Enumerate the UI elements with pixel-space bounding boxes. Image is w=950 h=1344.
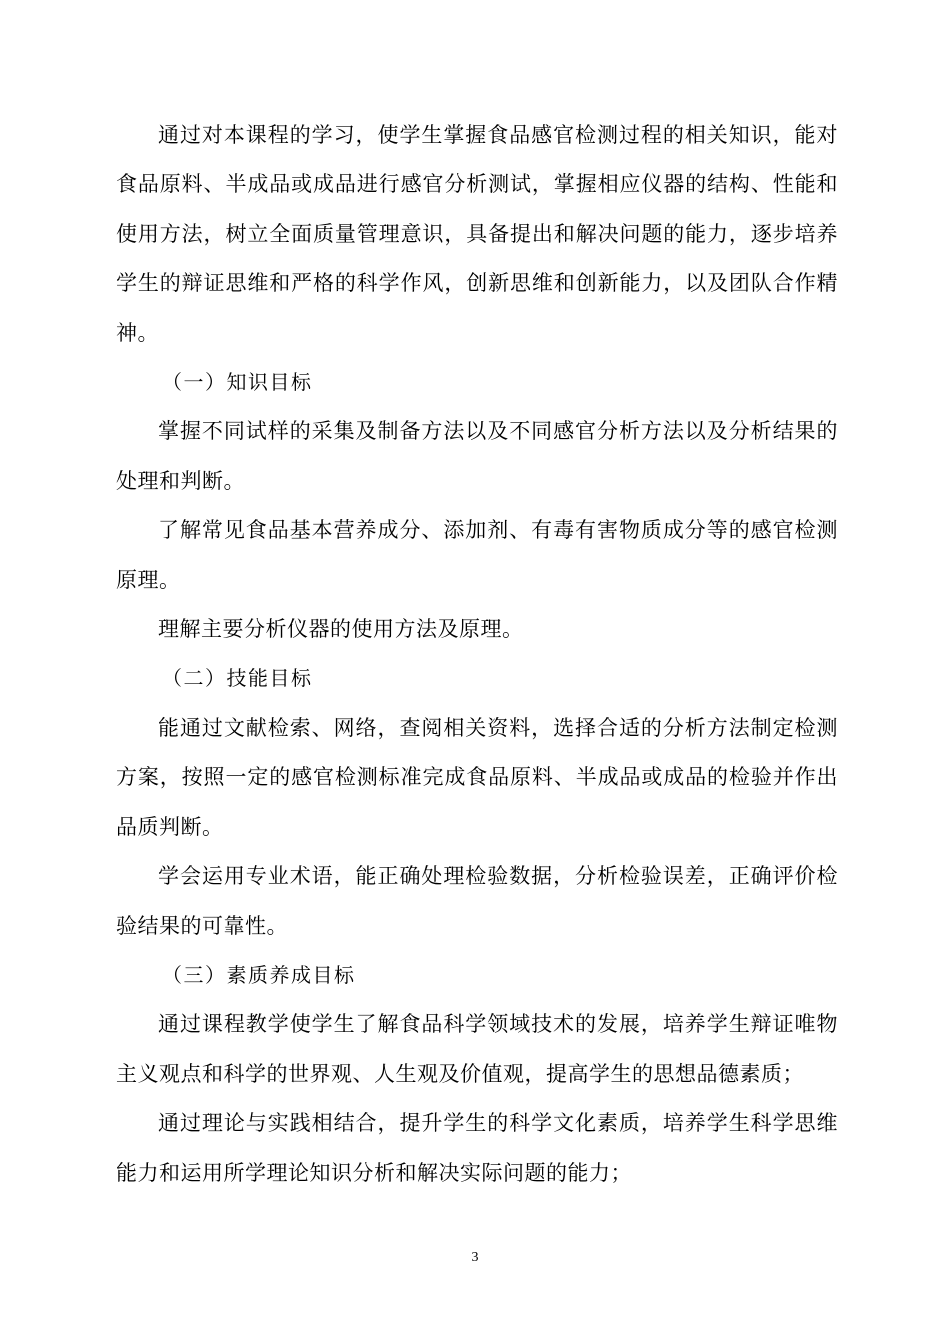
knowledge-paragraph-1: 掌握不同试样的采集及制备方法以及不同感官分析方法以及分析结果的处理和判断。 <box>116 419 838 493</box>
document-body <box>116 111 838 1198</box>
section-heading-qualities: （三）素质养成目标 <box>162 962 356 987</box>
knowledge-paragraph-3: 理解主要分析仪器的使用方法及原理。 <box>158 617 524 642</box>
knowledge-paragraph-2: 了解常见食品基本营养成分、添加剂、有毒有害物质成分等的感官检测原理。 <box>116 518 838 592</box>
qualities-paragraph-2: 通过理论与实践相结合，提升学生的科学文化素质，培养学生科学思维能力和运用所学理论知识分析和解决实际问题的能力； <box>116 1111 838 1185</box>
qualities-paragraph-1: 通过课程教学使学生了解食品科学领域技术的发展，培养学生辩证唯物主义观点和科学的世界观、人生观及价值观，提高学生的思想品德素质； <box>116 1012 838 1086</box>
page-number: 3 <box>471 1250 479 1265</box>
section-heading-knowledge: （一）知识目标 <box>162 370 313 395</box>
intro-paragraph: 通过对本课程的学习，使学生掌握食品感官检测过程的相关知识，能对食品原料、半成品或成品进行感官分析测试，掌握相应仪器的结构、性能和使用方法，树立全面质量管理意识，具备提出和解决问题的能力，逐步培养学生的辩证思维和严格的科学作风，创新思维和创新能力，以及团队合作精神。 <box>116 123 838 345</box>
skills-paragraph-2: 学会运用专业术语，能正确处理检验数据，分析检验误差，正确评价检验结果的可靠性。 <box>116 864 838 938</box>
skills-paragraph-1: 能通过文献检索、网络，查阅相关资料，选择合适的分析方法制定检测方案，按照一定的感官检测标准完成食品原料、半成品或成品的检验并作出品质判断。 <box>116 715 838 839</box>
section-heading-skills: （二）技能目标 <box>162 666 313 691</box>
